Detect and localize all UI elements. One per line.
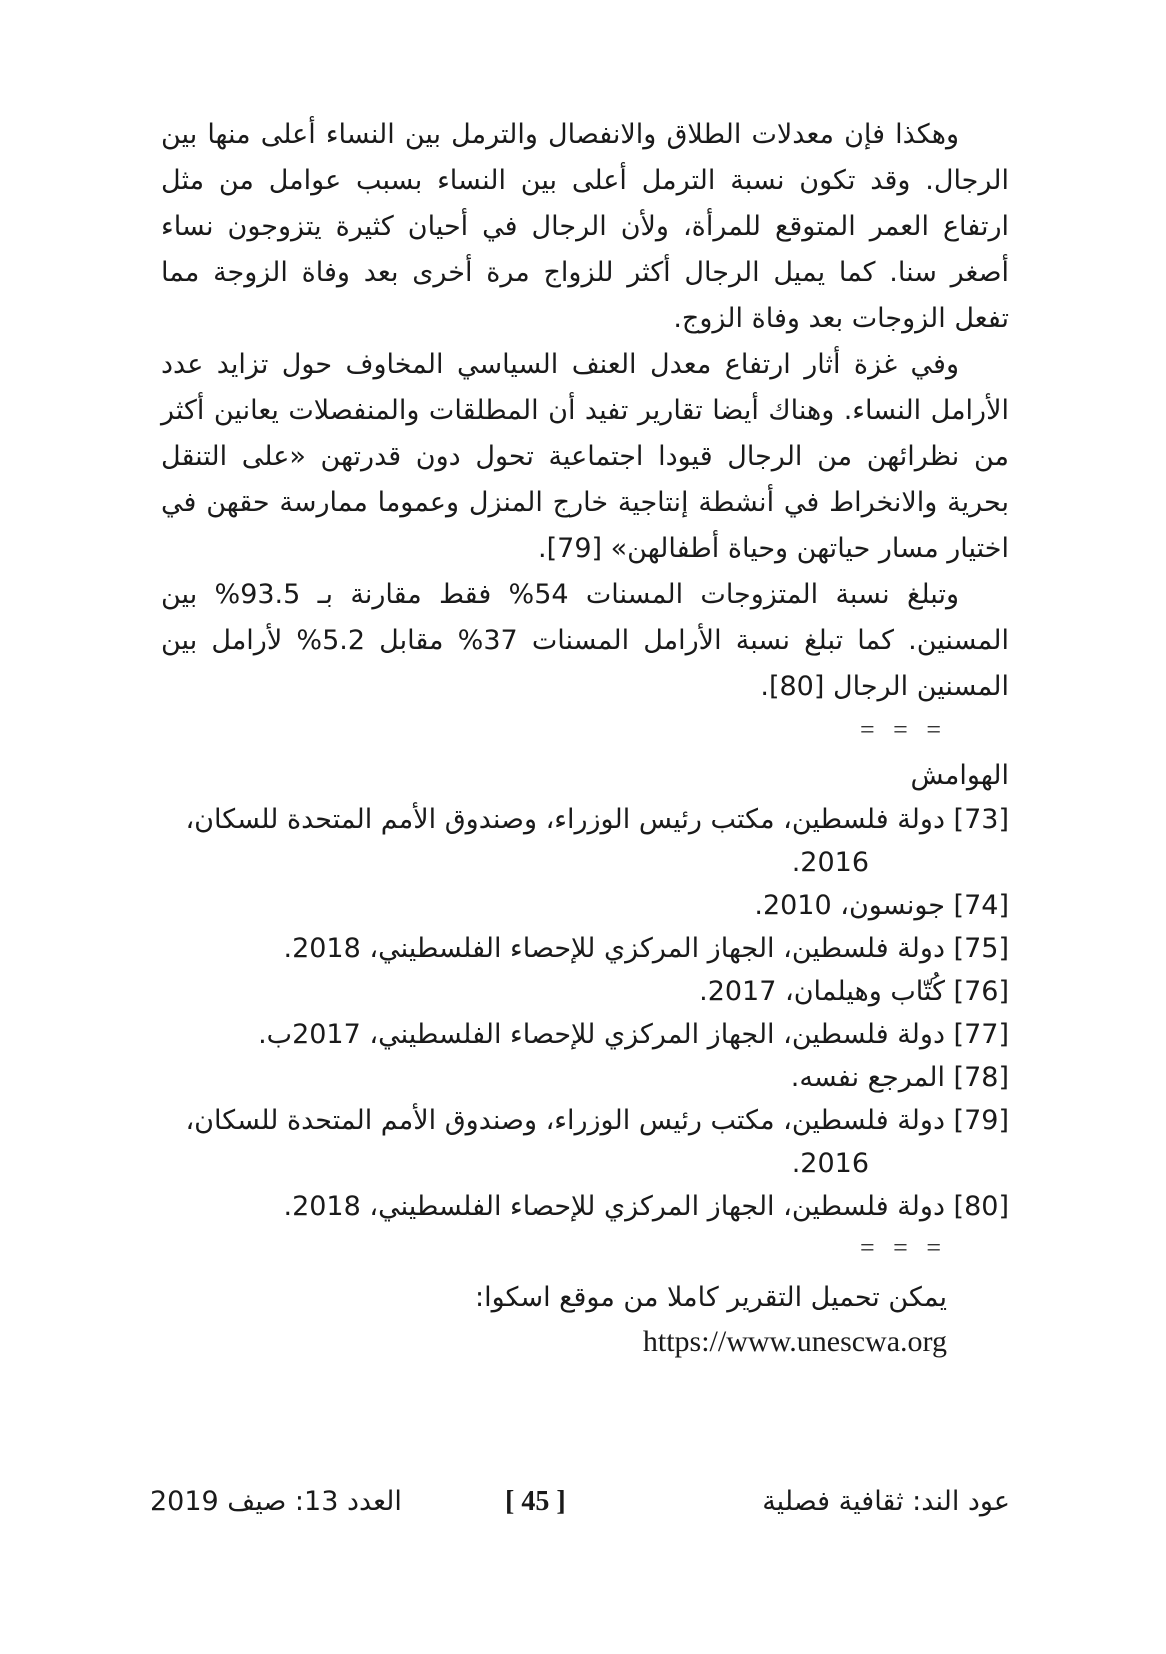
note-text: [78] المرجع نفسه.	[790, 1062, 1009, 1093]
note-text: [76] كُتّاب وهيلمان، 2017.	[699, 976, 1009, 1007]
page-footer	[150, 1486, 1010, 1526]
note-item	[161, 1056, 1009, 1099]
note-text: [73] دولة فلسطين، مكتب رئيس الوزراء، وصندوق الأمم المتحدة للسكان،	[185, 804, 1009, 835]
paragraph-3: وتبلغ نسبة المتزوجات المسنات 54% فقط مقارنة بـ 93.5% بين المسنين. كما تبلغ نسبة الأرامل المسنات 37% مقابل 5.2% لأرامل بين المسنين الرجال [80].	[161, 579, 1009, 702]
note-text: [77] دولة فلسطين، الجهاز المركزي للإحصاء الفلسطيني، 2017ب.	[258, 1019, 1009, 1050]
note-item	[161, 798, 1009, 884]
journal-name: عود الند: ثقافية فصلية	[762, 1486, 1010, 1517]
note-continuation: 2016.	[791, 847, 869, 878]
article-body	[161, 112, 1009, 1364]
section-separator: = = =	[860, 1233, 947, 1262]
note-item	[161, 927, 1009, 970]
note-item	[161, 1099, 1009, 1185]
note-text: [80] دولة فلسطين، الجهاز المركزي للإحصاء الفلسطيني، 2018.	[283, 1191, 1009, 1222]
note-item	[161, 884, 1009, 927]
page-number: [ 45 ]	[505, 1486, 566, 1517]
issue-info: العدد 13: صيف 2019	[150, 1486, 402, 1517]
paragraph-2: وفي غزة أثار ارتفاع معدل العنف السياسي المخاوف حول تزايد عدد الأرامل النساء. وهناك أيضا تقارير تفيد أن المطلقات والمنفصلات يعانين أكثر من نظرائهن من الرجال قيودا اجتماعية تحول دون قدرتهن «على التنقل بحرية والانخراط في أنشطة إنتاجية خارج المنزل وعموما ممارسة حقهن في اختيار مسار حياتهن وحياة أطفالهن» [79].	[161, 349, 1009, 564]
notes-list	[161, 798, 1009, 1228]
download-note: يمكن تحميل التقرير كاملا من موقع اسكوا:	[474, 1282, 947, 1313]
paragraph-1: وهكذا فإن معدلات الطلاق والانفصال والترمل بين النساء أعلى منها بين الرجال. وقد تكون نسبة الترمل أعلى بين النساء بسبب عوامل من مثل ارتفاع العمر المتوقع للمرأة، ولأن الرجال في أحيان كثيرة يتزوجون نساء أصغر سنا. كما يميل الرجال أكثر للزواج مرة أخرى بعد وفاة الزوجة مما تفعل الزوجات بعد وفاة الزوج.	[161, 119, 1009, 334]
note-text: [75] دولة فلسطين، الجهاز المركزي للإحصاء الفلسطيني، 2018.	[283, 933, 1009, 964]
note-text: [79] دولة فلسطين، مكتب رئيس الوزراء، وصندوق الأمم المتحدة للسكان،	[185, 1105, 1009, 1136]
notes-heading: الهوامش	[910, 760, 1009, 791]
section-separator: = = =	[860, 715, 947, 744]
note-item	[161, 1185, 1009, 1228]
note-text: [74] جونسون، 2010.	[754, 890, 1009, 921]
note-item	[161, 1013, 1009, 1056]
note-continuation: 2016.	[791, 1148, 869, 1179]
note-item	[161, 970, 1009, 1013]
website-link[interactable]: https://www.unescwa.org	[642, 1325, 947, 1358]
